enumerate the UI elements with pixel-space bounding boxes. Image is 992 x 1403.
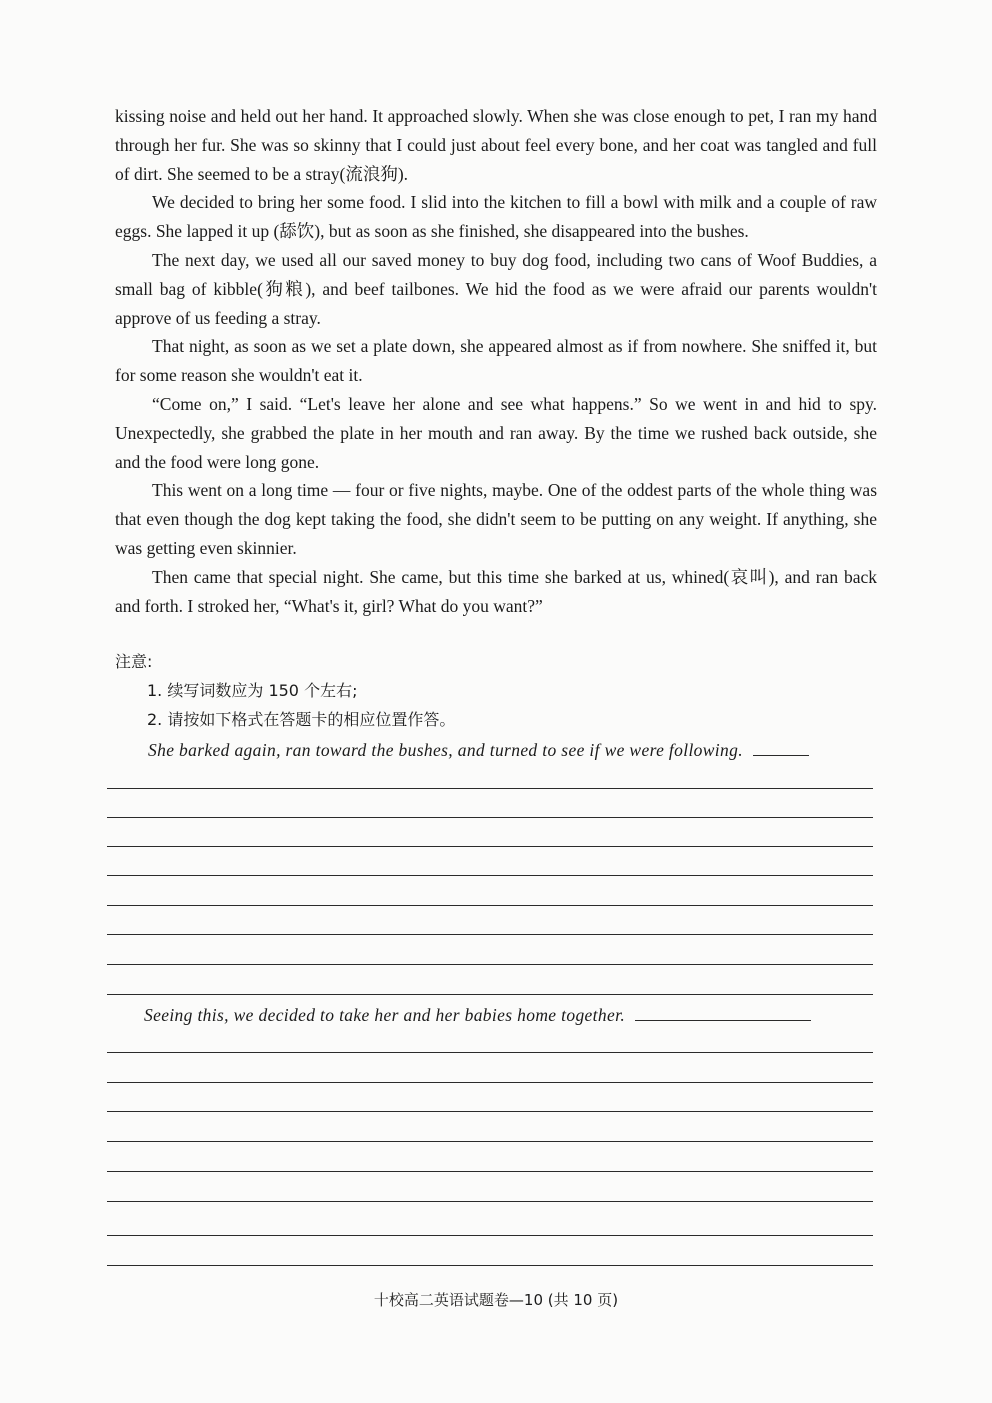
passage-paragraph-5: “Come on,” I said. “Let's leave her alone and see what happens.” So we went in and hid to spy. Unexpectedly, she grabbed the plate in her mouth and ran away. By the time we rushed back outside, she and the food were long gone. [115, 393, 877, 472]
first-prompt-blank[interactable] [753, 737, 809, 756]
passage-paragraph-6: This went on a long time — four or five nights, maybe. One of the oddest parts of the whole thing was that even though the dog kept taking the food, she didn't seem to be putting on any weight. If anything, she was getting even skinnier. [115, 480, 877, 558]
writing-line[interactable] [107, 994, 873, 995]
notes-heading: 注意: [115, 652, 153, 671]
writing-line[interactable] [107, 788, 873, 789]
second-prompt-text: Seeing this, we decided to take her and her babies home together. [144, 1005, 626, 1025]
page-footer: 十校高二英语试题卷—10 (共 10 页) [373, 1291, 619, 1309]
writing-line[interactable] [107, 934, 873, 935]
note-word-count: 1. 续写词数应为 150 个左右; [147, 681, 358, 700]
writing-line[interactable] [107, 905, 873, 906]
passage-paragraph-4: That night, as soon as we set a plate down, she appeared almost as if from nowhere. She sniffed it, but for some reason she wouldn't eat it. [115, 336, 877, 386]
writing-line[interactable] [107, 1141, 873, 1142]
writing-line[interactable] [107, 1052, 873, 1053]
writing-line[interactable] [107, 1201, 873, 1202]
first-prompt-text: She barked again, ran toward the bushes, and turned to see if we were following. [148, 740, 743, 760]
writing-line[interactable] [107, 1082, 873, 1083]
story-passage [115, 102, 877, 620]
writing-line[interactable] [107, 964, 873, 965]
writing-line[interactable] [107, 1171, 873, 1172]
passage-paragraph-1: kissing noise and held out her hand. It approached slowly. When she was close enough to pet, I ran my hand through her fur. She was so skinny that I could just about feel every bone, and her coat was tangled and full of dirt. She seemed to be a stray(流浪狗). [115, 106, 877, 184]
passage-paragraph-3: The next day, we used all our saved money to buy dog food, including two cans of Woof Buddies, a small bag of kibble(狗粮), and beef tailbones. We hid the food as we were afraid our parents wouldn't approve of us feeding a stray. [115, 249, 877, 328]
writing-line[interactable] [107, 875, 873, 876]
note-answer-format: 2. 请按如下格式在答题卡的相应位置作答。 [147, 710, 456, 729]
writing-line[interactable] [107, 1265, 873, 1266]
first-paragraph-prompt [148, 737, 809, 763]
passage-paragraph-7: Then came that special night. She came, but this time she barked at us, whined(哀叫), and ran back and forth. I stroked her, “What's it, girl? What do you want?” [115, 566, 877, 616]
second-paragraph-prompt [144, 1002, 811, 1028]
passage-paragraph-2: We decided to bring her some food. I slid into the kitchen to fill a bowl with milk and a couple of raw eggs. She lapped it up (舔饮), but as soon as she finished, she disappeared into the bushes. [115, 192, 877, 242]
writing-line[interactable] [107, 846, 873, 847]
writing-line[interactable] [107, 1235, 873, 1236]
writing-line[interactable] [107, 1111, 873, 1112]
second-prompt-blank[interactable] [635, 1002, 811, 1021]
writing-line[interactable] [107, 817, 873, 818]
